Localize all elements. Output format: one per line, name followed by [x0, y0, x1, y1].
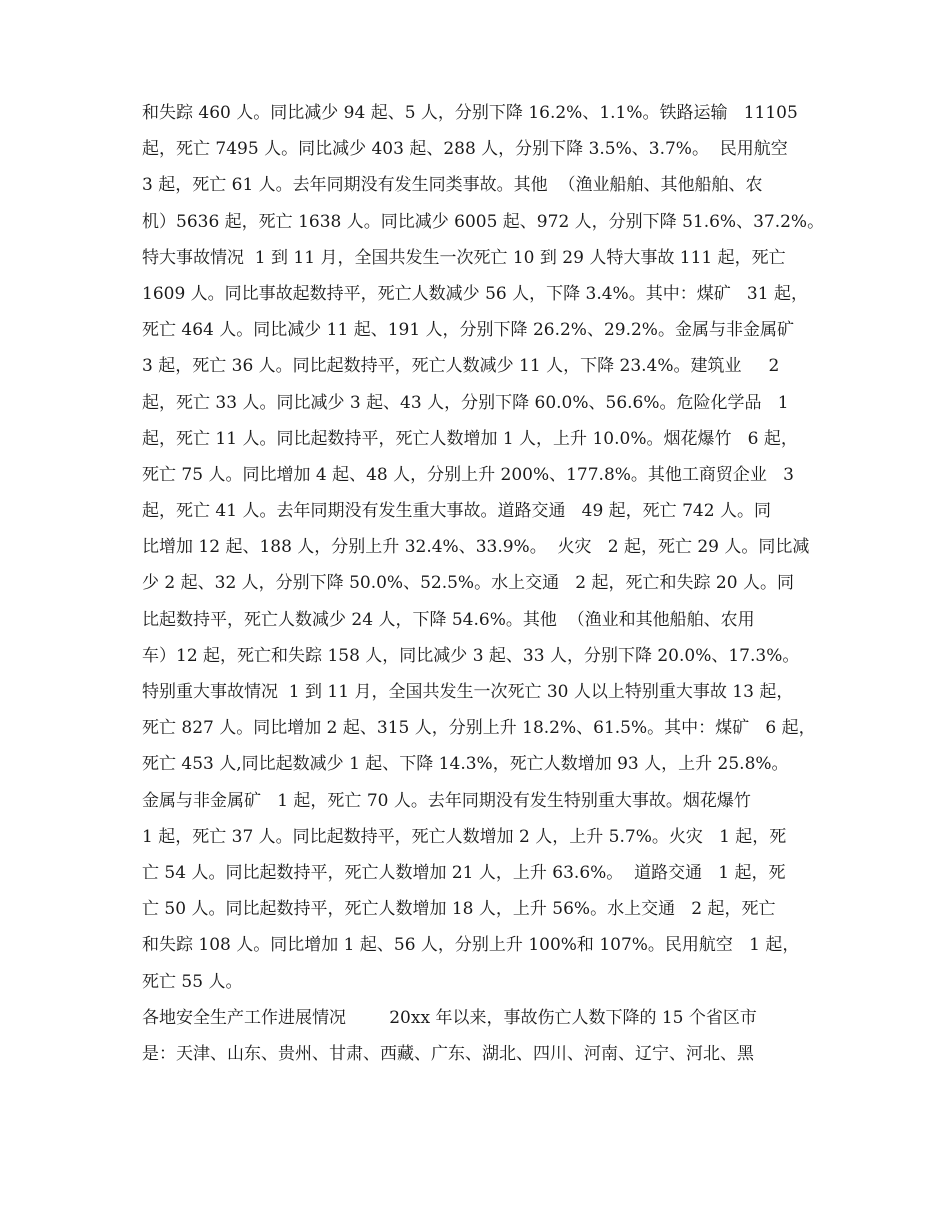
- text-line: 3 起，死亡 36 人。同比起数持平，死亡人数减少 11 人，下降 23.4%。建筑业 2: [142, 356, 780, 377]
- text-line: 特别重大事故情况 1 到 11 月，全国共发生一次死亡 30 人以上特别重大事故 13 起，: [142, 682, 794, 702]
- text-line: 各地安全生产工作进展情况 20xx 年以来，事故伤亡人数下降的 15 个省区市: [142, 1007, 757, 1028]
- text-line: 死亡 453 人,同比起数减少 1 起、下降 14.3%，死亡人数增加 93 人，上升 25.8%。: [142, 754, 789, 775]
- document-text-body: [142, 95, 825, 1072]
- text-line: 和失踪 460 人。同比减少 94 起、5 人，分别下降 16.2%、1.1%。铁路运输 11105: [142, 103, 798, 123]
- text-line: 3 起，死亡 61 人。去年同期没有发生同类事故。其他 （渔业船舶、其他船舶、农: [142, 175, 763, 196]
- text-line: 1609 人。同比事故起数持平，死亡人数减少 56 人，下降 3.4%。其中：煤矿 31 起，: [142, 283, 808, 304]
- text-line: 起，死亡 41 人。去年同期没有发生重大事故。道路交通 49 起，死亡 742 人。同: [142, 501, 771, 522]
- text-line: 死亡 464 人。同比减少 11 起、191 人，分别下降 26.2%、29.2%。金属与非金属矿: [142, 320, 794, 341]
- text-line: 少 2 起、32 人，分别下降 50.0%、52.5%。水上交通 2 起，死亡和失踪 20 人。同: [142, 573, 794, 594]
- text-line: 和失踪 108 人。同比增加 1 起、56 人，分别上升 100%和 107%。民用航空 1 起，: [142, 935, 800, 956]
- text-line: 死亡 827 人。同比增加 2 起、315 人，分别上升 18.2%、61.5%。其中：煤矿 6 起，: [142, 718, 816, 739]
- text-line: 亡 50 人。同比起数持平，死亡人数增加 18 人，上升 56%。水上交通 2 起，死亡: [142, 899, 776, 920]
- text-line: 车）12 起，死亡和失踪 158 人，同比减少 3 起、33 人，分别下降 20.0%、17.3%。: [142, 645, 800, 666]
- text-line: 比增加 12 起、188 人，分别上升 32.4%、33.9%。 火灾 2 起，死亡 29 人。同比减: [142, 537, 810, 558]
- text-line: 起，死亡 33 人。同比减少 3 起、43 人，分别下降 60.0%、56.6%。危险化学品 1: [142, 392, 789, 413]
- text-line: 起，死亡 11 人。同比起数持平，死亡人数增加 1 人，上升 10.0%。烟花爆竹 6 起，: [142, 428, 798, 449]
- text-line: 比起数持平，死亡人数减少 24 人，下降 54.6%。其他 （渔业和其他船舶、农用: [142, 609, 755, 630]
- text-line: 是：天津、山东、贵州、甘肃、西藏、广东、湖北、四川、河南、辽宁、河北、黑: [142, 1043, 754, 1064]
- text-line: 特大事故情况 1 到 11 月，全国共发生一次死亡 10 到 29 人特大事故 111 起，死亡: [142, 247, 786, 268]
- text-line: 1 起，死亡 37 人。同比起数持平，死亡人数增加 2 人，上升 5.7%。火灾 1 起，死: [142, 826, 787, 847]
- text-line: 亡 54 人。同比起数持平，死亡人数增加 21 人，上升 63.6%。 道路交通 1 起，死: [142, 862, 786, 883]
- text-line: 起，死亡 7495 人。同比减少 403 起、288 人，分别下降 3.5%、3.7%。 民用航空: [142, 139, 788, 160]
- text-line: 死亡 75 人。同比增加 4 起、48 人，分别上升 200%、177.8%。其他工商贸企业 3: [142, 464, 794, 485]
- text-line: 金属与非金属矿 1 起，死亡 70 人。去年同期没有发生特别重大事故。烟花爆竹: [142, 790, 751, 811]
- text-line: 死亡 55 人。: [142, 971, 243, 992]
- text-line: 机）5636 起，死亡 1638 人。同比减少 6005 起、972 人，分别下降 51.6%、37.2%。: [142, 211, 825, 232]
